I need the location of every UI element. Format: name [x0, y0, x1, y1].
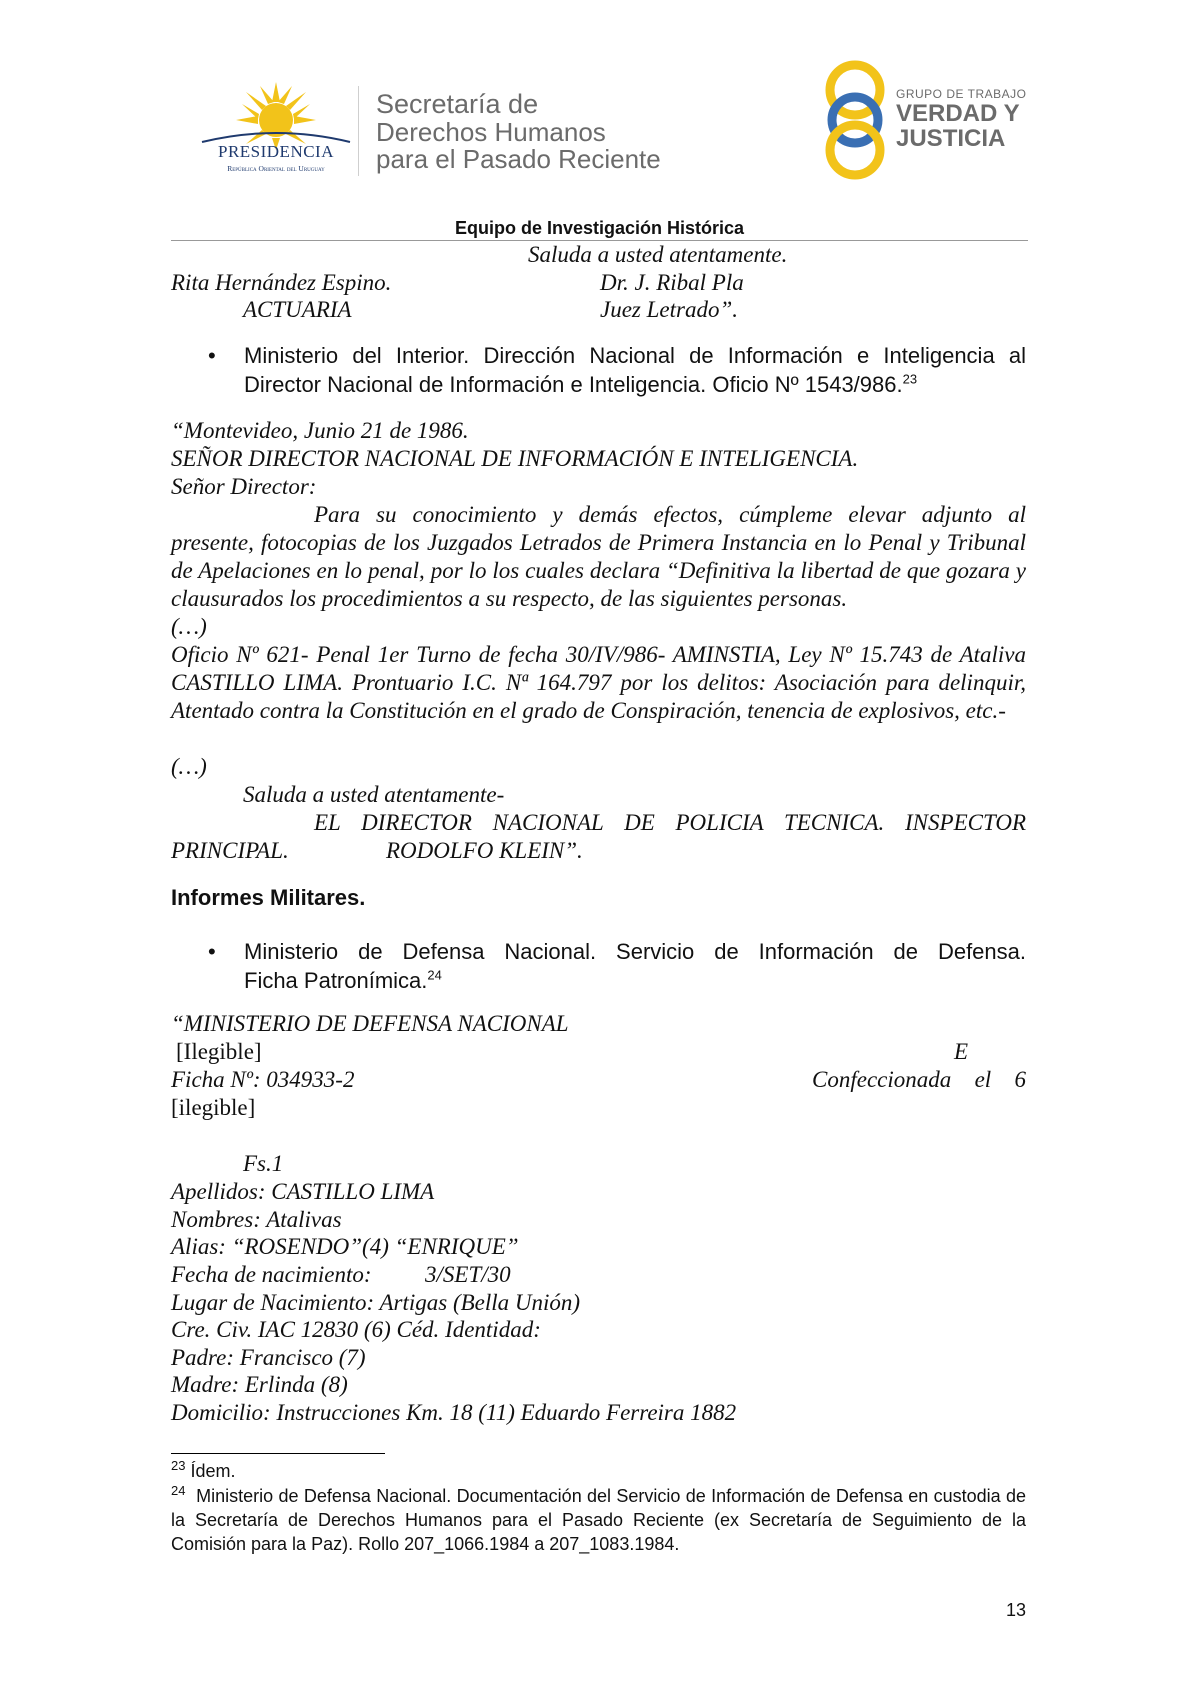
grupo-trabajo-logo: [820, 58, 1040, 183]
ficha-ministerio: “MINISTERIO DE DEFENSA NACIONAL: [171, 1011, 569, 1036]
verdad-justicia-rings-icon: [820, 58, 890, 182]
letter-closing: Saluda a usted atentamente-: [243, 782, 505, 807]
letter-addressee: SEÑOR DIRECTOR NACIONAL DE INFORMACIÓN E INTELIGENCIA.: [171, 446, 859, 471]
ficha-madre: Madre: Erlinda (8): [171, 1372, 348, 1397]
ficha-lugar: Lugar de Nacimiento: Artigas (Bella Unión): [171, 1290, 581, 1315]
ficha-domicilio: Domicilio: Instrucciones Km. 18 (11) Eduardo Ferreira 1882: [171, 1400, 737, 1425]
footnote-number: 24: [171, 1483, 186, 1498]
letter-para1-rest: presente, fotocopias de los Juzgados Letrados de Primera Instancia en lo Penal y Tribunal de Apelaciones en lo penal, por lo los cuales declara “Definitiva la libertad de que gozara y clausurados los procedimientos a su respecto, de las siguientes personas.: [171, 530, 1026, 611]
ficha-cre-civ: Cre. Civ. IAC 12830 (6) Céd. Identidad:: [171, 1317, 541, 1342]
ficha-fecha-nac-value: 3/SET/30: [425, 1262, 511, 1287]
secretaria-line3: para el Pasado Reciente: [376, 144, 661, 174]
presidencia-sublabel: República Oriental del Uruguay: [227, 164, 325, 173]
page-number: 13: [1005, 1600, 1026, 1620]
grupo-line3: JUSTICIA: [896, 125, 1006, 152]
bullet-icon: •: [208, 343, 216, 368]
letter-ellipsis-1: (…): [171, 614, 207, 639]
footnote-ref: 23: [902, 371, 918, 387]
footnote-rule: [171, 1453, 385, 1454]
ficha-numero: Ficha Nº: 034933-2: [171, 1067, 355, 1092]
presidencia-logo: [196, 80, 356, 180]
top-left-role: ACTUARIA: [243, 297, 352, 322]
header-divider-vertical: [358, 86, 359, 176]
section-title: Equipo de Investigación Histórica: [454, 218, 745, 238]
top-saluda: Saluda a usted atentamente.: [528, 242, 788, 267]
ficha-ilegible-1: [Ilegible]: [176, 1039, 262, 1064]
letter-date: “Montevideo, Junio 21 de 1986.: [171, 418, 469, 443]
sun-emblem-icon: [196, 80, 356, 150]
footnote-ref: 24: [427, 967, 442, 983]
letter-sign-name: RODOLFO KLEIN”.: [386, 838, 583, 863]
footnote-text: Ídem.: [190, 1461, 236, 1481]
letter-ellipsis-2: (…): [171, 754, 207, 779]
footnote-number: 23: [171, 1458, 186, 1473]
grupo-line2: VERDAD Y: [896, 100, 1020, 127]
ficha-ilegible-2: [ilegible]: [171, 1095, 256, 1120]
secretaria-logo-text: [376, 90, 661, 173]
ficha-padre: Padre: Francisco (7): [171, 1345, 366, 1370]
letter-sign-principal: PRINCIPAL.: [171, 838, 289, 863]
ficha-alias: Alias: “ROSENDO”(4) “ENRIQUE”: [171, 1234, 519, 1259]
letter-para1-indent: Para su conocimiento y demás efectos, cúmpleme elevar adjunto al: [314, 502, 1026, 527]
letter-oficio: Oficio Nº 621- Penal 1er Turno de fecha 30/IV/986- AMINSTIA, Ley Nº 15.743 de Ataliva CASTILLO LIMA. Prontuario I.C. Nª 164.797 por los delitos: Asociación para delinquir, Atentado contra la Constitución en el grado de Conspiración, tenencia de explosivos, etc.-: [171, 642, 1026, 723]
top-right-role: Juez Letrado”.: [600, 297, 738, 322]
ficha-right-e: E: [954, 1039, 969, 1064]
bullet-text: Ministerio del Interior. Dirección Nacional de Información e Inteligencia al Director Nacional de Información e Inteligencia. Oficio Nº 1543/986.: [244, 343, 1026, 397]
letter-sign-line1: EL DIRECTOR NACIONAL DE POLICIA TECNICA. INSPECTOR: [314, 810, 1026, 835]
secretaria-line1: Secretaría de: [376, 89, 539, 119]
footnote-24: [171, 1484, 1026, 1556]
top-left-name: Rita Hernández Espino.: [171, 270, 392, 295]
bullet2-line2: Ficha Patronímica.: [244, 968, 428, 993]
ficha-fs: Fs.1: [243, 1151, 284, 1176]
section-heading: Informes Militares.: [171, 885, 366, 910]
ficha-nombres: Nombres: Atalivas: [171, 1207, 342, 1232]
ficha-apellidos: Apellidos: CASTILLO LIMA: [171, 1179, 435, 1204]
bullet-icon: •: [208, 939, 216, 964]
letter-salutation: Señor Director:: [171, 474, 317, 499]
presidencia-label: PRESIDENCIA: [217, 142, 334, 161]
ficha-confeccionada: Confeccionada el 6: [812, 1067, 1026, 1092]
footnote-23: [171, 1460, 1026, 1483]
bullet-item-defensa: [208, 937, 1026, 995]
secretaria-line2: Derechos Humanos: [376, 117, 606, 147]
ficha-fecha-nac-label: Fecha de nacimiento:: [171, 1262, 372, 1287]
footnote-text: Ministerio de Defensa Nacional. Documentación del Servicio de Información de Defensa en custodia de la Secretaría de Derechos Humanos para el Pasado Reciente (ex Secretaría de Seguimiento de la Comisión para la Paz). Rollo 207_1066.1984 a 207_1083.1984.: [171, 1486, 1026, 1554]
grupo-line1: GRUPO DE TRABAJO: [896, 87, 1027, 101]
bullet2-line1: Ministerio de Defensa Nacional. Servicio de Información de Defensa.: [244, 939, 1026, 964]
top-right-name: Dr. J. Ribal Pla: [600, 270, 744, 295]
bullet-item-interior: [208, 341, 1026, 399]
